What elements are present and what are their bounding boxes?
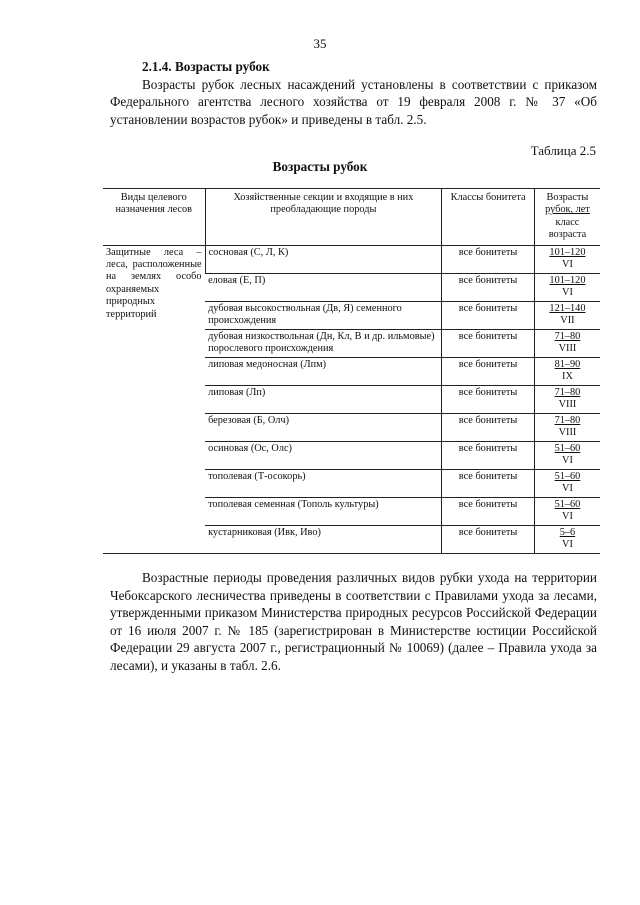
header-ages-line1: Возрасты — [546, 192, 589, 203]
age-cell — [534, 301, 600, 329]
bonitet-cell: все бонитеты — [442, 273, 535, 301]
section-cell: сосновая (С, Л, К) — [205, 245, 442, 273]
age-class: VIII — [558, 343, 577, 355]
purpose-cell: Защитные леса – леса, расположенные на землях особо охраняемых природных территорий — [103, 245, 205, 553]
age-range: 71–80 — [554, 386, 581, 398]
age-cell — [534, 441, 600, 469]
age-range: 121–140 — [549, 302, 586, 314]
age-range: 5–6 — [559, 526, 576, 538]
section-cell: липовая медоносная (Лпм) — [205, 357, 442, 385]
section-cell: тополевая (Т-осокорь) — [205, 469, 442, 497]
bonitet-cell: все бонитеты — [442, 301, 535, 329]
bonitet-cell: все бонитеты — [442, 469, 535, 497]
age-class: IX — [562, 371, 573, 383]
section-2-1-4 — [110, 58, 597, 128]
bonitet-cell: все бонитеты — [442, 497, 535, 525]
bonitet-cell: все бонитеты — [442, 441, 535, 469]
header-ages-line2: рубок, лет — [545, 204, 590, 216]
bonitet-cell: все бонитеты — [442, 329, 535, 357]
age-cell — [534, 413, 600, 441]
section-cell: дубовая высокоствольная (Дв, Я) семенного происхождения — [205, 301, 442, 329]
age-class: VII — [560, 315, 575, 327]
age-cell — [534, 469, 600, 497]
header-ages-line3: класс возраста — [548, 216, 587, 241]
bonitet-cell: все бонитеты — [442, 525, 535, 553]
section-cell: еловая (Е, П) — [205, 273, 442, 301]
section-cell: тополевая семенная (Тополь культуры) — [205, 497, 442, 525]
table-label: Таблица 2.5 — [530, 143, 596, 158]
age-class: VI — [562, 287, 573, 299]
cutting-age-table — [103, 188, 600, 554]
table-title: Возрасты рубок — [272, 159, 368, 174]
section-title: 2.1.4. Возрасты рубок — [142, 59, 270, 74]
bonitet-cell: все бонитеты — [442, 245, 535, 273]
age-class: VI — [562, 483, 573, 495]
bonitet-cell: все бонитеты — [442, 357, 535, 385]
age-class: VI — [562, 259, 573, 271]
age-class: VIII — [558, 399, 577, 411]
age-range: 71–80 — [554, 414, 581, 426]
bonitet-cell: все бонитеты — [442, 413, 535, 441]
section-cell: дубовая низкоствольная (Дн, Кл, В и др. ильмовые) порослевого происхождения — [205, 329, 442, 357]
age-range: 51–60 — [554, 498, 581, 510]
section-cell: осиновая (Ос, Олс) — [205, 441, 442, 469]
age-range: 81–90 — [554, 358, 581, 370]
header-purpose: Виды целевого назначения лесов — [103, 189, 205, 246]
table-row — [103, 245, 600, 273]
bonitet-cell: все бонитеты — [442, 385, 535, 413]
age-range: 71–80 — [554, 330, 581, 342]
section-cell: липовая (Лп) — [205, 385, 442, 413]
header-ages — [534, 189, 600, 246]
body-paragraph: Возрастные периоды проведения различных видов рубки ухода на территории Чебоксарского лесничества приведены в соответствии с Правилами ухода за лесами, утвержденными приказом Министерства природных ресурсов Российской Федерации от 16 июля 2007 г. № 185 (зарегистрирован в Министерстве юстиции Российской Федерации 29 августа 2007 г., регистрационный № 10069) (далее – Правила ухода за лесами), и указаны в табл. 2.6. — [110, 570, 597, 673]
age-cell — [534, 497, 600, 525]
header-sections: Хозяйственные секции и входящие в них преобладающие породы — [205, 189, 442, 246]
age-cell — [534, 385, 600, 413]
age-cell — [534, 357, 600, 385]
page-number: 35 — [313, 36, 327, 51]
table-header-row — [103, 189, 600, 246]
age-cell — [534, 245, 600, 273]
age-class: VI — [562, 539, 573, 551]
age-class: VI — [562, 511, 573, 523]
age-cell — [534, 329, 600, 357]
age-class: VI — [562, 455, 573, 467]
section-paragraph: Возрасты рубок лесных насаждений установлены в соответствии с приказом Федерального агентства лесного хозяйства от 19 февраля 2008 г. № 37 «Об установлении возрастов рубок» и приведены в табл. 2.5. — [110, 76, 597, 127]
header-classes: Классы бонитета — [442, 189, 535, 246]
age-range: 101–120 — [549, 274, 586, 286]
age-cell — [534, 525, 600, 553]
section-cell: березовая (Б, Олч) — [205, 413, 442, 441]
age-cell — [534, 273, 600, 301]
age-range: 101–120 — [549, 246, 586, 258]
section-cell: кустарниковая (Ивк, Иво) — [205, 525, 442, 553]
age-range: 51–60 — [554, 442, 581, 454]
age-class: VIII — [558, 427, 577, 439]
age-range: 51–60 — [554, 470, 581, 482]
